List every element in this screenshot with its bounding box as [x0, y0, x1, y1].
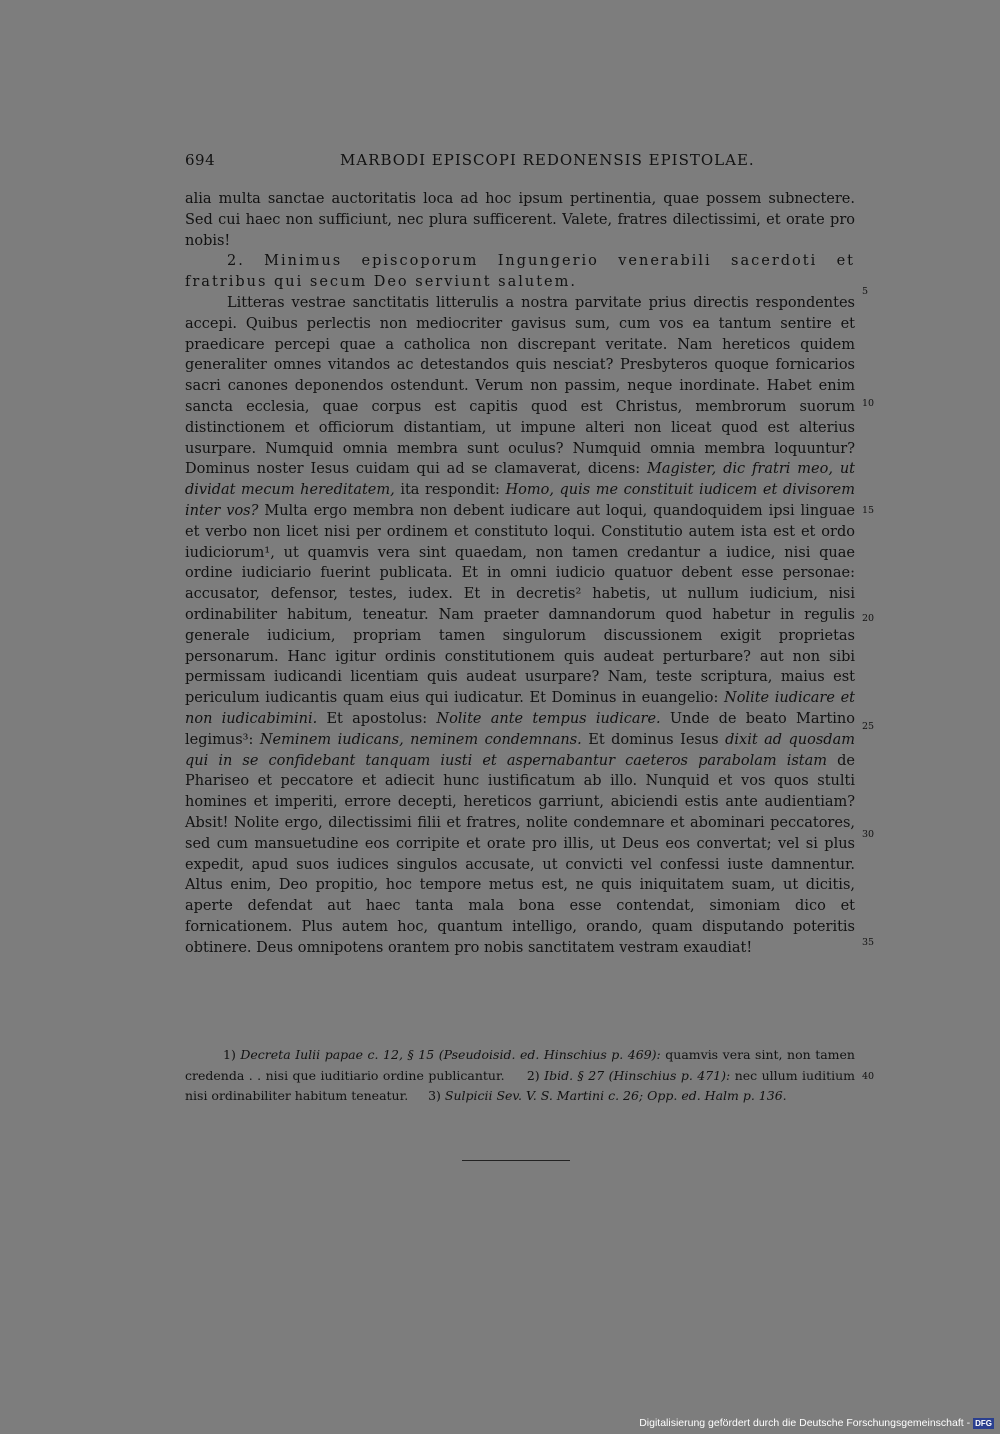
footnote-source: Sulpicii Sev. V. S. Martini c. 26; Opp. ed. Halm p. 136. — [444, 1088, 787, 1103]
line-number: 10 — [862, 398, 875, 409]
footnote-number: 3) — [428, 1088, 441, 1103]
quotation: dixit ad quosdam qui in se confidebant tanquam iusti et aspernabantur caeteros parabolam istam — [185, 731, 855, 769]
line-number: 40 — [862, 1071, 875, 1082]
quotation: Neminem iudicans, neminem condemnans. — [259, 731, 582, 748]
line-number: 35 — [862, 937, 875, 948]
quotation: Nolite iudicare et non iudicabimini. — [185, 690, 855, 727]
footnote-number: 2) — [526, 1067, 540, 1083]
dfg-logo-icon: DFG — [975, 1418, 992, 1428]
line-number: 15 — [862, 505, 875, 516]
digitization-credit — [639, 1417, 994, 1429]
footnote-source: Ibid. § 27 (Hinschius p. 471): — [544, 1067, 731, 1083]
line-number: 30 — [862, 829, 875, 840]
page-header — [185, 151, 855, 173]
text-span: de Phariseo et peccatore et adiecit hunc iustificatum ab illo. Nunquid et vos quos stulti homines et imperiti, errore decepti, hereticos garriunt, abiciendi estis ante audientiam? Absit! Nolite ergo, dilectissimi filii et fratres, nolite condemnare et abominari peccatores, sed cum mansuetudine eos corripite et orate pro illis, ut Deus eos convertat; vel si plus expedit, apud suos iudices singulos accusate, ut convicti vel confessi iuste damnentur. Altus enim, Deo propitio, hoc tempore metus est, ne quis iniquitatem suam, ut dicitis, aperte defendat aut haec tanta mala bona esse contendat, simoniam dico et fornicationem. Plus autem hoc, quantum intelligo, orando, quam disputando poteritis obtinere. Deus omnipotens orantem pro nobis sanctitatem vestram exaudiat! — [185, 752, 855, 956]
footnote-number: 1) — [223, 1047, 236, 1062]
footnote-quote: quamvis vera sint, non tamen credenda . . nisi que iuditiario ordine publicantur. — [185, 1047, 855, 1083]
quotation: Magister, dic fratri meo, ut dividat mecum hereditatem, — [185, 461, 856, 499]
text-span: Litteras vestrae sanctitatis litterulis a nostra parvitate prius directis respondentes accepi. Quibus perlectis non mediocriter gavisus sum, cum vos ea tantum sentire et praedicare percepi quae a catholica non discrepant veritate. Nam hereticos quidem generaliter omnes vitandos ac detestandos quis nesciat? Presbyteros quoque fornicarios sacri canones deponendos ostendunt. Verum non passim, neque inordinate. Habet enim sancta ecclesia, quae corpus est capitis quod est Christus, membrorum suorum distinctionem et officiorum distantiam, ut impune alteri non liceat quod est alterius usurpare. Numquid omnia membra sunt oculus? Numquid omnia membra loquuntur? Dominus noster Iesus cuidam qui ad se clamaverat, dicens: — [185, 294, 855, 478]
page-number: 694 — [185, 151, 216, 169]
line-number: 25 — [862, 721, 875, 732]
credit-text: Digitalisierung gefördert durch die Deutsche Forschungsgemeinschaft - — [639, 1417, 971, 1429]
text-span: ita respondit: — [394, 482, 506, 499]
line-number: 5 — [862, 286, 869, 297]
end-rule — [462, 1160, 570, 1161]
text-span: Et apostolus: — [317, 710, 437, 727]
line-number: 20 — [862, 613, 875, 624]
footnote-text — [185, 1045, 855, 1107]
text-span: Multa ergo membra non debent iudicare aut loqui, quandoquidem ipsi linguae et verbo non licet nisi per ordinem et constituto loqui. Constitutio autem ista est et ordo iudiciorum¹, ut quamvis vera sint quaedam, non tamen credantur a iudice, nisi quae ordine iudiciario fuerint publicata. Et in omni iudicio quatuor debent esse personae: accusator, defensor, testes, iudex. Et in decretis² habetis, ut nullum iudicium, nisi ordinabiliter habitum, teneatur. Nam praeter damnandorum quod habetur in regulis generale iudicium, propriam tamen singulorum discussionem exigit proprietas personarum. Hanc igitur ordinis constitutionem quis audeat perturbare? aut non sibi permissam iudicandi licentiam quis audeat usurpare? Nam, teste scriptura, maius est periculum iudicantis quam eius qui iudicatur. Et Dominus in euangelio: — [185, 502, 856, 707]
letter-2-heading: 2. Minimus episcoporum Ingungerio venerabili sacerdoti et fratribus qui secum Deo serviunt salutem. — [185, 253, 855, 291]
text-span: Unde de beato Martino legimus³: — [185, 710, 855, 748]
paragraph-closing-letter-1: alia multa sanctae auctoritatis loca ad hoc ipsum pertinentia, quae possem subnectere. Sed cui haec non sufficiunt, nec plura sufficerent. Valete, fratres dilectissimi, et orate pro nobis! — [185, 191, 855, 249]
footnotes — [185, 1045, 855, 1107]
text-span: Et dominus Iesus — [581, 731, 726, 748]
footnote-source: Decreta Iulii papae c. 12, § 15 (Pseudoisid. ed. Hinschius p. 469): — [240, 1047, 661, 1062]
quotation: Homo, quis me constituit iudicem et divisorem inter vos? — [185, 482, 856, 519]
footnote-quote: nec ullum iuditium nisi ordinabiliter habitum teneatur. — [185, 1067, 855, 1103]
running-title: MARBODI EPISCOPI REDONENSIS EPISTOLAE. — [340, 151, 755, 169]
paragraph-letter-2-body — [185, 293, 855, 959]
main-text — [185, 189, 855, 958]
quotation: Nolite ante tempus iudicare. — [436, 710, 661, 727]
